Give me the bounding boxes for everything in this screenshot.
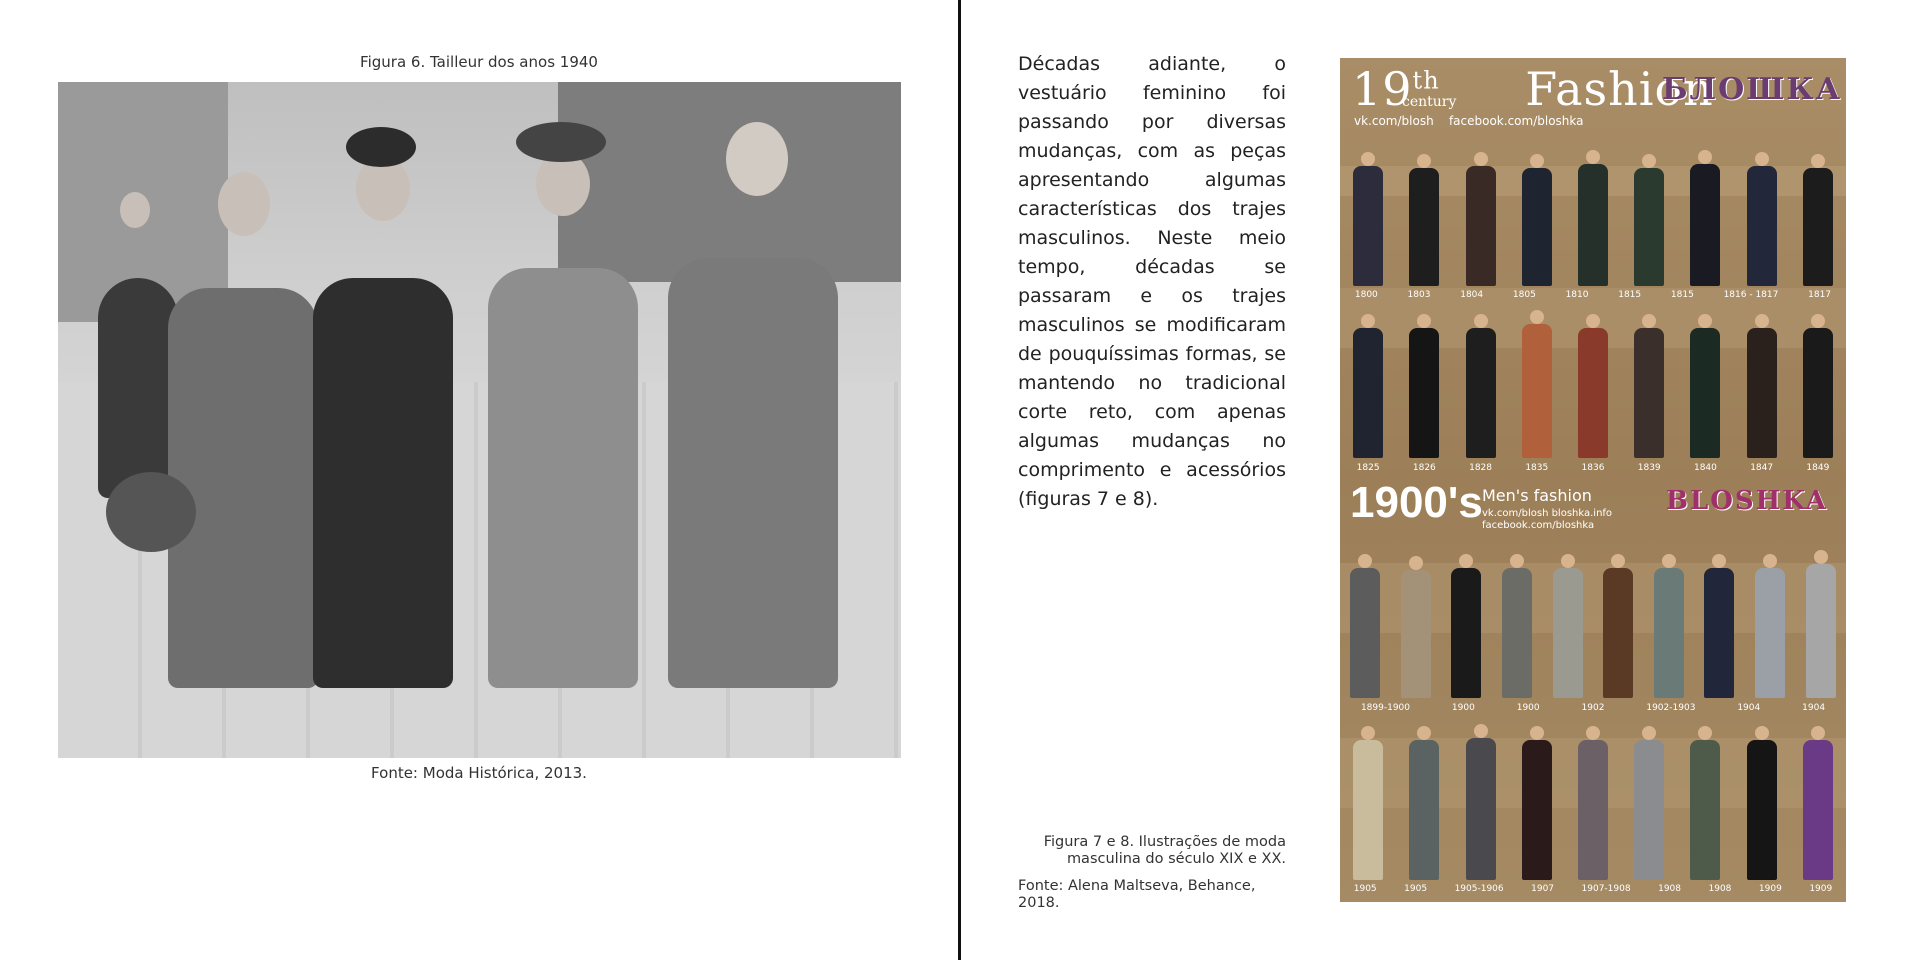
year-label: 1840 (1693, 463, 1717, 473)
year-label: 1839 (1637, 463, 1661, 473)
year-label: 1817 (1808, 290, 1832, 300)
year-label: 1907 (1531, 884, 1555, 894)
poster-mens-fashion: Men's fashion (1482, 486, 1592, 505)
year-label: 1800 (1354, 290, 1378, 300)
poster-century: century (1402, 94, 1457, 110)
years-row-1 (1340, 290, 1846, 300)
year-label: 1909 (1809, 884, 1833, 894)
year-label: 1899-1900 (1360, 703, 1411, 713)
figures-row-1 (1340, 146, 1846, 286)
poster-brand-mid: BLOSHKA (1666, 486, 1828, 516)
year-label: 1816 - 1817 (1723, 290, 1779, 300)
year-label: 1905 (1404, 884, 1428, 894)
year-label: 1804 (1460, 290, 1484, 300)
year-label: 1902 (1581, 703, 1605, 713)
figures-row-4 (1340, 720, 1846, 880)
year-label: 1803 (1407, 290, 1431, 300)
poster-links-mid-2: facebook.com/bloshka (1482, 520, 1595, 531)
poster-brand-top: БЛОШКА (1662, 72, 1843, 107)
figure-7-8-caption: Figura 7 e 8. Ilustrações de moda masculina do século XIX e XX. (1043, 834, 1286, 867)
year-label: 1805 (1512, 290, 1536, 300)
year-label: 1815 (1670, 290, 1694, 300)
year-label: 1825 (1356, 463, 1380, 473)
figure-6-caption: Figura 6. Tailleur dos anos 1940 (360, 53, 598, 71)
page-divider (958, 0, 961, 960)
year-label: 1849 (1806, 463, 1830, 473)
year-label: 1900 (1451, 703, 1475, 713)
poster-links-top: vk.com/blosh facebook.com/bloshka (1354, 114, 1584, 128)
year-label: 1902-1903 (1646, 703, 1696, 713)
year-label: 1835 (1525, 463, 1549, 473)
fashion-poster (1340, 58, 1846, 902)
poster-title-word: Fashion (1525, 62, 1714, 116)
year-label: 1828 (1469, 463, 1492, 473)
year-label: 1905 (1353, 884, 1377, 894)
year-label: 1907-1908 (1581, 884, 1631, 894)
poster-links-mid (1482, 508, 1612, 532)
year-label: 1815 (1618, 290, 1642, 300)
figure-6-source: Fonte: Moda Histórica, 2013. (371, 764, 587, 782)
year-label: 1904 (1802, 703, 1826, 713)
body-paragraph: Décadas adiante, o vestuário feminino foi passando por diversas mudanças, com as peças apresentando algumas características dos trajes masculinos. Neste meio tempo, décadas se passaram e os trajes masculinos se modificaram de pouquíssimas formas, se mantendo no tradicional corte reto, com apenas algumas mudanças no comprimento e acessórios (figuras 7 e 8). (1018, 53, 1286, 510)
years-row-4 (1340, 884, 1846, 894)
year-label: 1900 (1516, 703, 1540, 713)
year-label: 1909 (1758, 884, 1782, 894)
year-label: 1908 (1708, 884, 1732, 894)
poster-1900-title: 1900's (1350, 478, 1483, 527)
figure-7-8-source: Fonte: Alena Maltseva, Behance, 2018. (1018, 878, 1256, 911)
poster-title-number: 19 (1352, 62, 1413, 116)
year-label: 1908 (1658, 884, 1681, 894)
years-row-3 (1340, 703, 1846, 713)
year-label: 1836 (1581, 463, 1605, 473)
figures-row-2 (1340, 308, 1846, 458)
year-label: 1810 (1565, 290, 1589, 300)
figure-6-photo (58, 82, 901, 758)
year-label: 1847 (1750, 463, 1774, 473)
year-label: 1904 (1737, 703, 1761, 713)
year-label: 1905-1906 (1454, 884, 1504, 894)
years-row-2 (1340, 463, 1846, 473)
poster-links-mid-1: vk.com/blosh bloshka.info (1482, 508, 1613, 519)
year-label: 1826 (1412, 463, 1436, 473)
figures-row-3 (1340, 548, 1846, 698)
poster-title-sup: th (1412, 66, 1440, 95)
